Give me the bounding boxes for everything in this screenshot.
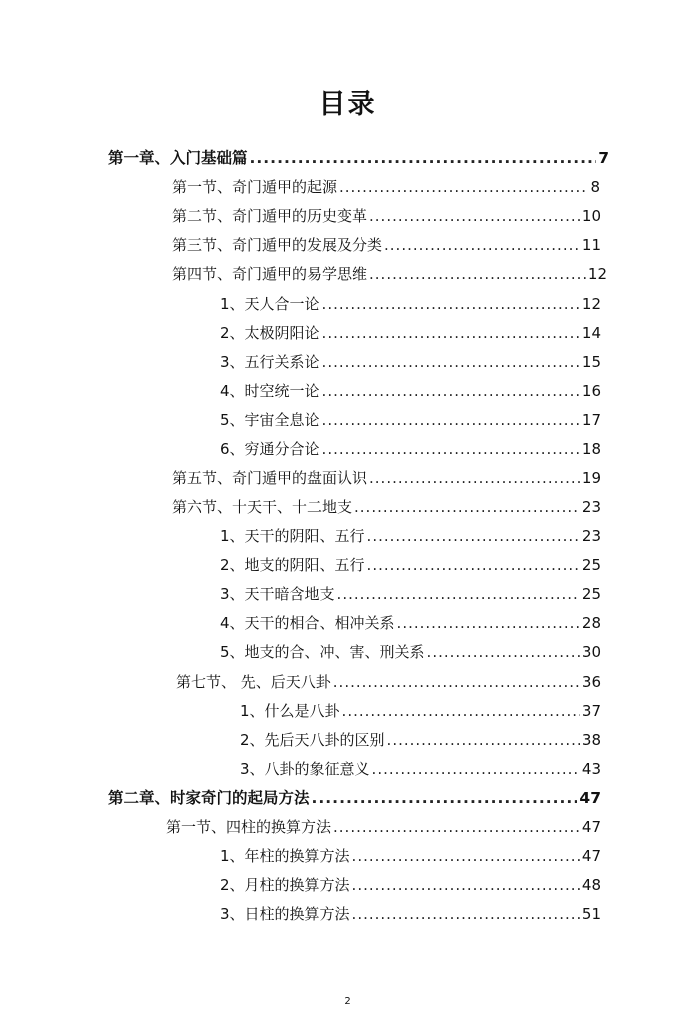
- toc-entry-subsection[interactable]: [220, 613, 601, 633]
- dot-leader: [367, 555, 580, 575]
- toc-entry-subsection[interactable]: [220, 642, 601, 662]
- dot-leader: [427, 642, 580, 662]
- toc-entry-chapter[interactable]: [108, 148, 609, 168]
- toc-entry-subsection[interactable]: [220, 381, 601, 401]
- toc-entry-label: 5、地支的合、冲、害、刑关系: [220, 643, 425, 661]
- dot-leader: [367, 526, 580, 546]
- toc-entry-subsection[interactable]: [220, 352, 601, 372]
- toc-entry-page: 47: [581, 847, 601, 865]
- toc-entry-page: 30: [581, 643, 601, 661]
- toc-entry-page: 23: [581, 527, 601, 545]
- toc-entry-section[interactable]: [172, 264, 607, 284]
- toc-entry-label: 第五节、奇门遁甲的盘面认识: [172, 469, 368, 487]
- toc-entry-page: 37: [581, 702, 601, 720]
- toc-entry-page: 10: [581, 207, 601, 225]
- toc-entry-page: 38: [581, 731, 601, 749]
- toc-entry-page: 25: [581, 585, 601, 603]
- page-title: 目录: [318, 89, 377, 120]
- toc-entry-subsection[interactable]: [220, 904, 601, 924]
- toc-entry-label: 4、时空统一论: [220, 382, 320, 400]
- dot-leader: [322, 352, 580, 372]
- toc-entry-label: 1、天干的阴阳、五行: [220, 527, 365, 545]
- toc-entry-subsection[interactable]: [240, 701, 601, 721]
- toc-entry-label: 第七节、 先、后天八卦: [176, 673, 331, 691]
- toc-entry-section[interactable]: [172, 497, 601, 517]
- toc-entry-page: 23: [581, 498, 601, 516]
- toc-entry-label: 第四节、奇门遁甲的易学思维: [172, 265, 368, 283]
- dot-leader: [337, 584, 580, 604]
- toc-entry-page: 17: [581, 411, 601, 429]
- toc-entry-page: 19: [581, 469, 601, 487]
- dot-leader: [387, 730, 580, 750]
- toc-entry-subsection[interactable]: [220, 526, 601, 546]
- toc-entry-label: 1、年柱的换算方法: [220, 847, 350, 865]
- toc-entry-page: 47: [579, 789, 601, 807]
- toc-entry-page: 12: [581, 295, 601, 313]
- toc-entry-page: 43: [581, 760, 601, 778]
- dot-leader: [384, 235, 580, 255]
- dot-leader: [369, 264, 586, 284]
- dot-leader: [369, 468, 580, 488]
- toc-entry-section[interactable]: [166, 817, 601, 837]
- dot-leader: [397, 613, 580, 633]
- toc-entry-label: 2、太极阴阳论: [220, 324, 320, 342]
- toc-entry-label: 第一节、奇门遁甲的起源: [172, 178, 338, 196]
- toc-entry-page: 51: [581, 905, 601, 923]
- toc-entry-page: 12: [587, 265, 607, 283]
- toc-entry-subsection[interactable]: [220, 439, 601, 459]
- toc-entry-page: 14: [581, 324, 601, 342]
- toc-entry-label: 第六节、十天干、十二地支: [172, 498, 353, 516]
- toc-entry-page: 16: [581, 382, 601, 400]
- toc-entry-label: 3、日柱的换算方法: [220, 905, 350, 923]
- toc-entry-label: 3、五行关系论: [220, 353, 320, 371]
- toc-entry-chapter[interactable]: [108, 788, 601, 808]
- dot-leader: [342, 701, 580, 721]
- toc-entry-label: 6、穷通分合论: [220, 440, 320, 458]
- toc-entry-section[interactable]: [172, 206, 601, 226]
- toc-entry-section[interactable]: [172, 468, 601, 488]
- dot-leader: [322, 294, 580, 314]
- toc-entry-label: 第三节、奇门遁甲的发展及分类: [172, 236, 383, 254]
- dot-leader: [322, 381, 580, 401]
- toc-entry-page: 7: [598, 149, 609, 167]
- toc-entry-label: 4、天干的相合、相冲关系: [220, 614, 395, 632]
- toc-entry-subsection[interactable]: [220, 584, 601, 604]
- toc-entry-page: 25: [581, 556, 601, 574]
- toc-entry-section[interactable]: [172, 177, 600, 197]
- toc-entry-label: 2、月柱的换算方法: [220, 876, 350, 894]
- dot-leader: [352, 904, 580, 924]
- toc-entry-page: 8: [590, 178, 600, 196]
- dot-leader: [322, 410, 580, 430]
- toc-entry-section[interactable]: [176, 672, 601, 692]
- toc-entry-subsection[interactable]: [240, 730, 601, 750]
- toc-entry-page: 11: [581, 236, 601, 254]
- dot-leader: [322, 439, 580, 459]
- toc-entry-page: 18: [581, 440, 601, 458]
- dot-leader: [333, 672, 580, 692]
- toc-entry-page: 48: [581, 876, 601, 894]
- toc-entry-subsection[interactable]: [220, 875, 601, 895]
- dot-leader: [339, 177, 588, 197]
- dot-leader: [372, 759, 580, 779]
- toc-entry-page: 28: [581, 614, 601, 632]
- toc-entry-subsection[interactable]: [220, 294, 601, 314]
- toc-entry-label: 2、先后天八卦的区别: [240, 731, 385, 749]
- toc-entry-subsection[interactable]: [220, 323, 601, 343]
- toc-entry-page: 47: [581, 818, 601, 836]
- toc-entry-label: 第二章、时家奇门的起局方法: [108, 789, 310, 807]
- toc-entry-label: 2、地支的阴阳、五行: [220, 556, 365, 574]
- toc-entry-subsection[interactable]: [220, 555, 601, 575]
- toc-entry-label: 1、什么是八卦: [240, 702, 340, 720]
- toc-entry-label: 第二节、奇门遁甲的历史变革: [172, 207, 368, 225]
- toc-entry-label: 第一节、四柱的换算方法: [166, 818, 332, 836]
- toc-entry-label: 3、八卦的象征意义: [240, 760, 370, 778]
- dot-leader: [312, 788, 578, 808]
- toc-entry-subsection[interactable]: [240, 759, 601, 779]
- dot-leader: [354, 497, 580, 517]
- toc-entry-label: 1、天人合一论: [220, 295, 320, 313]
- dot-leader: [352, 875, 580, 895]
- toc-entry-section[interactable]: [172, 235, 601, 255]
- toc-entry-page: 15: [581, 353, 601, 371]
- toc-entry-label: 第一章、入门基础篇: [108, 149, 248, 167]
- dot-leader: [352, 846, 580, 866]
- page-number: 2: [344, 996, 351, 1007]
- toc-entry-subsection[interactable]: [220, 410, 601, 430]
- toc-entry-page: 36: [581, 673, 601, 691]
- toc-entry-label: 3、天干暗含地支: [220, 585, 335, 603]
- toc-entry-label: 5、宇宙全息论: [220, 411, 320, 429]
- dot-leader: [369, 206, 580, 226]
- dot-leader: [250, 148, 597, 168]
- dot-leader: [333, 817, 580, 837]
- dot-leader: [322, 323, 580, 343]
- toc-entry-subsection[interactable]: [220, 846, 601, 866]
